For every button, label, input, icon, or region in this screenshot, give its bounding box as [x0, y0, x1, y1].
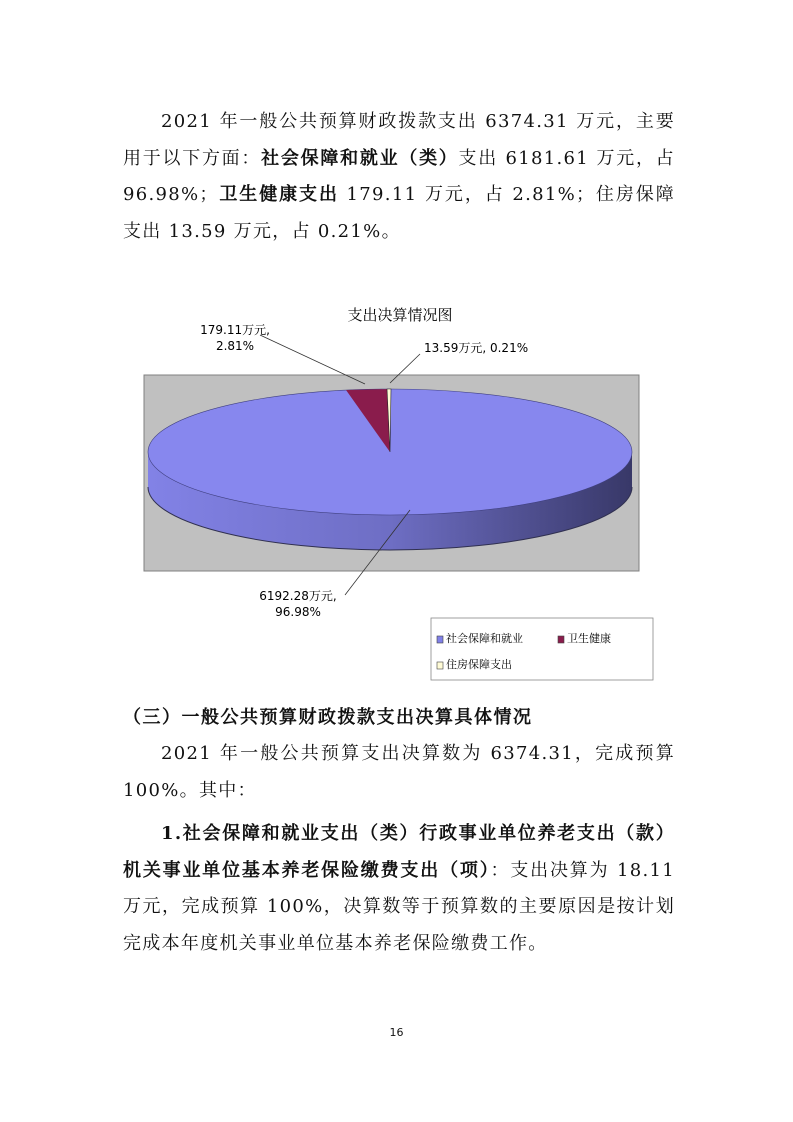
data-label-health: 179.11万元, 2.81%: [200, 323, 270, 353]
detail-paragraph: [123, 816, 675, 962]
legend-label-health: 卫生健康: [567, 632, 611, 645]
intro-text-2: 支出 6181.61 万元，占 96.98%；: [123, 147, 675, 205]
data-label-housing: 13.59万元, 0.21%: [424, 341, 529, 355]
intro-bold-social: 社会保障和就业（类）: [261, 147, 459, 169]
data-label-social: 6192.28万元, 96.98%: [259, 589, 337, 619]
chart-title: 支出决算情况图: [347, 306, 453, 324]
intro-paragraph: [123, 104, 675, 250]
legend-label-social: 社会保障和就业: [446, 632, 523, 645]
summary-paragraph: 2021 年一般公共预算支出决算数为 6374.31，完成预算 100%。其中：: [123, 743, 675, 801]
section-heading: （三）一般公共预算财政拨款支出决算具体情况: [123, 707, 533, 728]
intro-bold-health: 卫生健康支出: [218, 184, 339, 205]
expenditure-pie-chart: [140, 295, 660, 695]
intro-text-3: 179.11 万元，占 2.81%；住房保障支出 13.59 万元，占 0.21%。: [123, 184, 675, 242]
legend-swatch-health: [558, 636, 564, 643]
page-number: 16: [389, 1026, 404, 1039]
detail-item-bold: 1.社会保障和就业支出（类）行政事业单位养老支出（款）机关事业单位基本养老保险缴费支出（项）: [123, 823, 675, 881]
legend-swatch-housing: [437, 662, 443, 669]
intro-text-1: 2021 年一般公共预算财政拨款支出 6374.31 万元，主要用于以下方面：: [123, 111, 675, 169]
legend-swatch-social: [437, 636, 443, 643]
legend-label-housing: 住房保障支出: [446, 658, 512, 671]
detail-item-text: ：支出决算为 18.11 万元，完成预算 100%，决算数等于预算数的主要原因是按计划完成本年度机关事业单位基本养老保险缴费工作。: [123, 859, 676, 954]
